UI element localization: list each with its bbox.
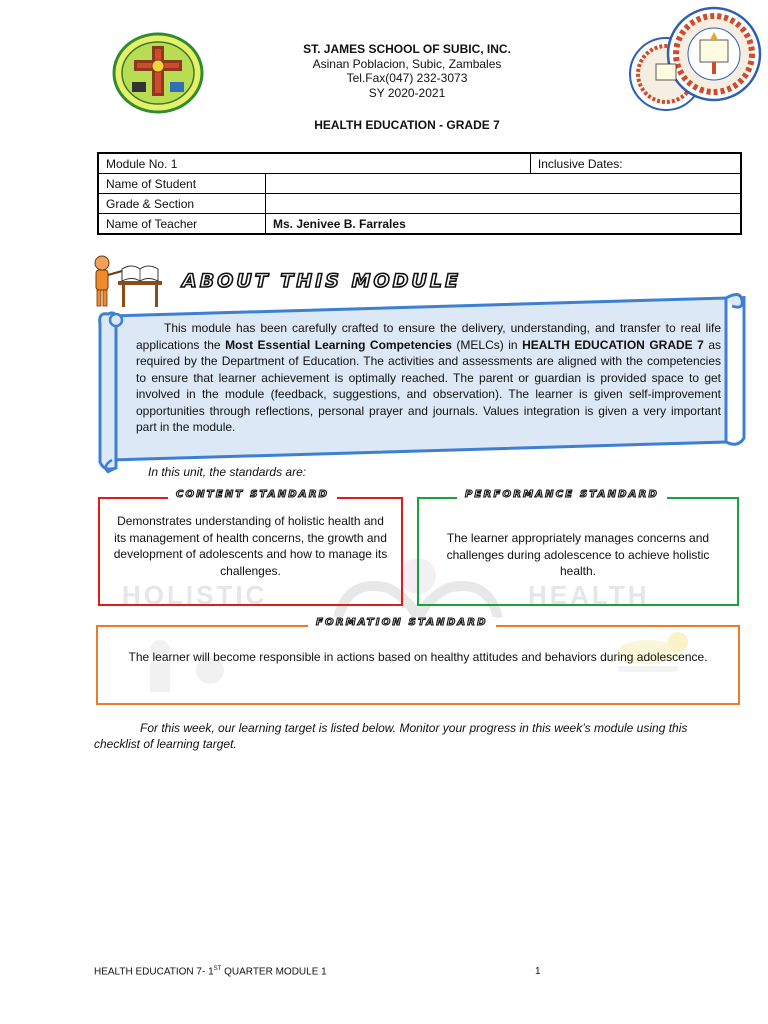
watermark-holistic: HOLISTIC [122,580,268,610]
formation-standard-text: The learner will become responsible in actions based on healthy attitudes and behaviors during adolescence. [128,650,708,664]
page-number: 1 [535,966,541,977]
module-number: Module No. 1 [98,153,530,174]
module-info-table [97,152,742,235]
grade-section-label: Grade & Section [98,194,266,214]
performance-standard-text: The learner appropriately manages concerns and challenges during adolescence to achieve holistic health. [446,531,710,578]
school-seal-icon [626,2,762,118]
table-row [98,214,741,235]
about-module-title: ABOUT THIS MODULE [182,270,461,292]
about-module-text: This module has been carefully crafted to ensure the delivery, understanding, and transfer to real life applications the Most Essential Learning Competencies (MELCs) in HEALTH EDUCATION GRADE 7 as required by the Department of Education. The activities and assessments are aligned with the competencies to ensure that learner achievement is optimally reached. The parent or guardian is provided space to get involved in the module (feedback, suggestions, and observation). The learner is given self-improvement opportunities through reflections, personal prayer and journals. Values integration is given a very important part in the module. [136,321,721,434]
table-row [98,174,741,194]
learning-target-intro: For this week, our learning target is listed below. Monitor your progress in this week’s module using this checklist of learning target. [94,721,688,751]
school-name: ST. JAMES SCHOOL OF SUBIC, INC. [303,42,511,56]
table-row [98,194,741,214]
unit-standards-intro: In this unit, the standards are: [148,465,307,479]
footer-module-label: HEALTH EDUCATION 7- 1ST QUARTER MODULE 1 [94,966,327,978]
teacher-label: Name of Teacher [98,214,266,235]
school-header [250,42,564,100]
student-value [266,174,742,194]
school-logo-icon [112,32,204,114]
student-label: Name of Student [98,174,266,194]
inclusive-dates-label: Inclusive Dates: [530,153,741,174]
school-telfax: Tel.Fax(047) 232-3073 [346,71,468,85]
school-year: SY 2020-2021 [368,85,446,100]
formation-standard-label: FORMATION STANDARD [308,617,496,628]
content-standard-text: Demonstrates understanding of holistic health and its management of health concerns, the growth and development of adolescents and how to manage its challenges. [113,514,388,578]
school-address: Asinan Poblacion, Subic, Zambales [312,56,502,71]
performance-standard-label: PERFORMANCE STANDARD [457,489,667,500]
formation-standard-box [96,617,740,705]
content-standard-label: CONTENT STANDARD [168,489,337,500]
teacher-value: Ms. Jenivee B. Farrales [266,214,742,235]
subject-title: HEALTH EDUCATION - GRADE 7 [314,118,500,132]
table-row [98,153,741,174]
grade-section-value [266,194,742,214]
watermark-health: HEALTH [528,580,650,610]
performance-standard-box [417,489,739,606]
content-standard-box [98,489,403,606]
